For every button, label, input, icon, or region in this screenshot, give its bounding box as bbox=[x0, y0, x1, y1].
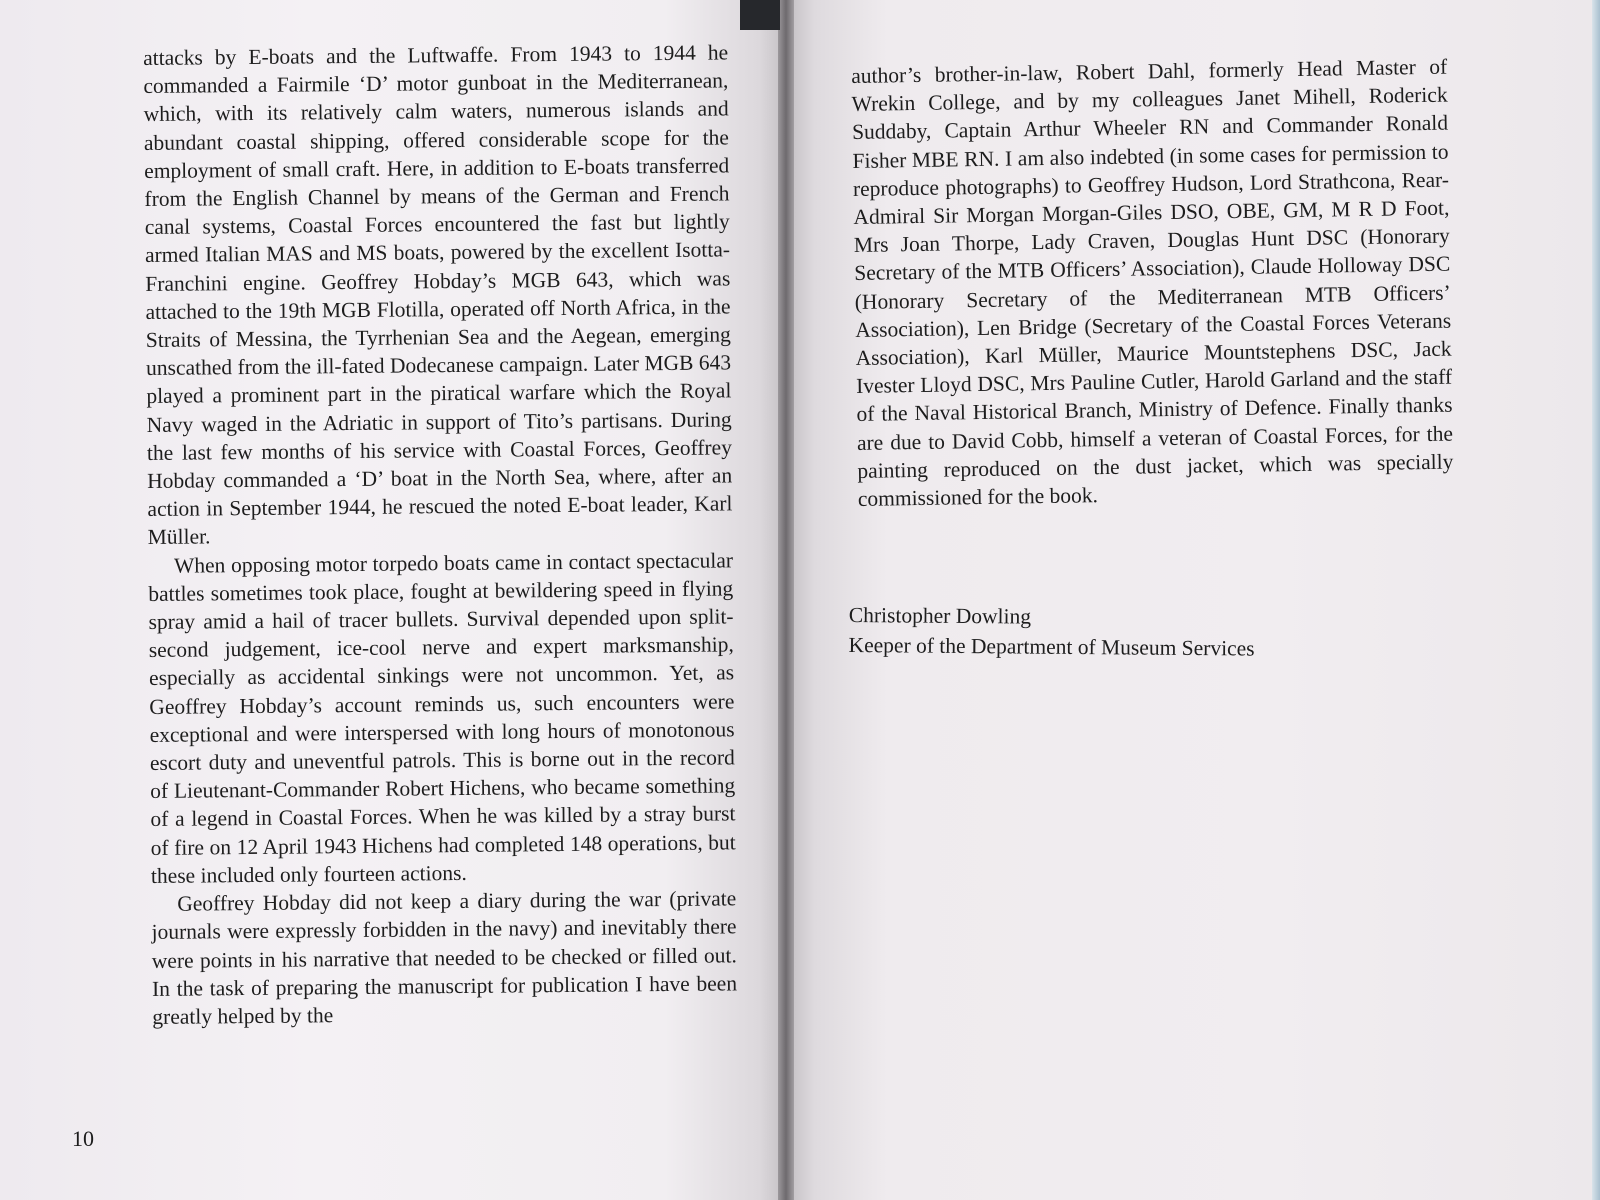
book-gutter bbox=[778, 0, 794, 1200]
left-paragraph-1: attacks by E-boats and the Luftwaffe. From 1943 to 1944 he commanded a Fairmile ‘D’ motor gunboat in the Mediterranean, which, with its relatively calm waters, numerous islands and abundant coastal shipping, offered considerable scope for the employment of small craft. Here, in addition to E-boats transferred from the English Channel by means of the German and French canal systems, Coastal Forces encountered the fast but lightly armed Italian MAS and MS boats, powered by the excellent Isotta-Franchini engine. Geoffrey Hobday’s MGB 643, which was attached to the 19th MGB Flotilla, operated off North Africa, in the Straits of Messina, the Tyrrhenian Sea and the Aegean, emerging unscathed from the ill-fated Dodecanese campaign. Later MGB 643 played a prominent part in the piratical warfare which the Royal Navy waged in the Adriatic in support of Tito’s partisans. During the last few months of his service with Coastal Forces, Geoffrey Hobday commanded a ‘D’ boat in the North Sea, where, after an action in September 1944, he rescued the noted E-boat leader, Karl Müller. bbox=[143, 40, 733, 550]
page-number: 10 bbox=[72, 1126, 94, 1151]
left-paragraph-2: When opposing motor torpedo boats came in contact spectacular battles sometimes took place, fought at bewildering speed in flying spray amid a hail of tracer bullets. Survival depended upon split-second judgement, ice-cool nerve and expert marksmanship, especially as accidental sinkings were not uncommon. Yet, as Geoffrey Hobday’s account reminds us, such encounters were exceptional and were interspersed with long hours of monotonous escort duty and uneventful patrols. This is borne out in the record of Lieutenant-Commander Robert Hichens, who became something of a legend in Coastal Forces. When he was killed by a stray burst of fire on 12 April 1943 Hichens had completed 148 operations, but these included only fourteen actions. bbox=[148, 548, 736, 888]
signature-name: Christopher Dowling bbox=[848, 602, 1032, 629]
left-paragraph-3: Geoffrey Hobday did not keep a diary during the war (private journals were expressly forbidden in the navy) and inevitably there were points in his narrative that needed to be checked or filled out. In the task of preparing the manuscript for publication I have been greatly helped by the bbox=[151, 886, 738, 1029]
book-cover-corner bbox=[740, 0, 780, 30]
left-page-text bbox=[143, 38, 737, 1031]
book-cover-edge bbox=[1592, 0, 1600, 1200]
right-page-text bbox=[851, 53, 1454, 514]
signature-block bbox=[848, 600, 1369, 665]
signature-title: Keeper of the Department of Museum Services bbox=[848, 632, 1255, 661]
right-paragraph-1: author’s brother-in-law, Robert Dahl, formerly Head Master of Wrekin College, and by my colleagues Janet Mihell, Roderick Suddaby, Captain Arthur Wheeler RN and Commander Ronald Fisher MBE RN. I am also indebted (in some cases for permission to reproduce photographs) to Geoffrey Hudson, Lord Strathcona, Rear-Admiral Sir Morgan Morgan-Giles DSO, OBE, GM, M R D Foot, Mrs Joan Thorpe, Lady Craven, Douglas Hunt DSC (Honorary Secretary of the MTB Officers’ Association), Claude Holloway DSC (Honorary Secretary of the Mediterranean MTB Officers’ Association), Len Bridge (Secretary of the Coastal Forces Veterans Association), Karl Müller, Maurice Mountstephens DSC, Jack Ivester Lloyd DSC, Mrs Pauline Cutler, Harold Garland and the staff of the Naval Historical Branch, Ministry of Defence. Finally thanks are due to David Cobb, himself a veteran of Coastal Forces, for the painting reproduced on the dust jacket, which was specially commissioned for the book. bbox=[851, 54, 1454, 511]
